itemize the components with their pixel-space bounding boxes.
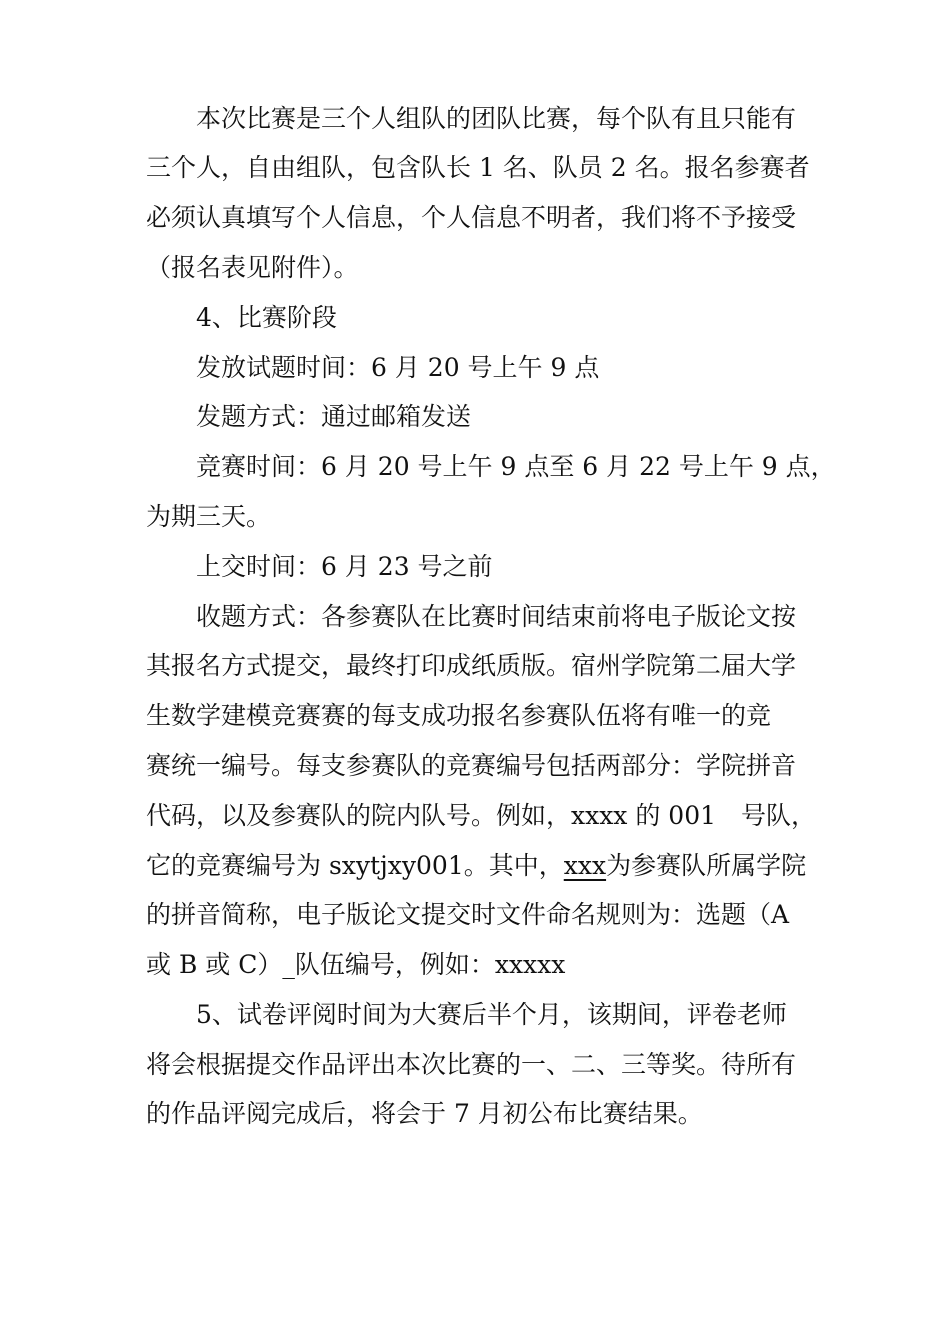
text-segment: 为参赛队所属学院 bbox=[606, 851, 807, 880]
text-line: （报名表见附件）。 bbox=[146, 253, 359, 282]
text-line: 竞赛时间：6 月 20 号上午 9 点至 6 月 22 号上午 9 点， bbox=[196, 452, 836, 481]
text-line: 必须认真填写个人信息，个人信息不明者，我们将不予接受 bbox=[146, 203, 797, 232]
text-line: 发题方式：通过邮箱发送 bbox=[196, 402, 472, 431]
text-line: 为期三天。 bbox=[146, 502, 272, 531]
text-line: 的作品评阅完成后，将会于 7 月初公布比赛结果。 bbox=[146, 1099, 703, 1128]
text-line: 将会根据提交作品评出本次比赛的一、二、三等奖。待所有 bbox=[146, 1050, 797, 1079]
text-line: 代码，以及参赛队的院内队号。例如，xxxx 的 001 号队， bbox=[146, 801, 817, 830]
underlined-term: xxx bbox=[563, 851, 607, 880]
text-line: 的拼音简称，电子版论文提交时文件命名规则为：选题（A bbox=[146, 900, 790, 929]
text-segment: 它的竞赛编号为 sxytjxy001。其中， bbox=[146, 851, 564, 880]
text-line: 发放试题时间：6 月 20 号上午 9 点 bbox=[196, 353, 600, 382]
text-line: 生数学建模竞赛赛的每支成功报名参赛队伍将有唯一的竞 bbox=[146, 701, 772, 730]
text-line: 上交时间：6 月 23 号之前 bbox=[196, 552, 493, 581]
text-line: 本次比赛是三个人组队的团队比赛，每个队有且只能有 bbox=[196, 104, 797, 133]
text-line: 收题方式：各参赛队在比赛时间结束前将电子版论文按 bbox=[196, 602, 797, 631]
text-line: 其报名方式提交，最终打印成纸质版。宿州学院第二届大学 bbox=[146, 651, 797, 680]
text-line: 或 B 或 C）_队伍编号，例如：xxxxx bbox=[146, 950, 566, 979]
text-line: 三个人，自由组队，包含队长 1 名、队员 2 名。报名参赛者 bbox=[146, 153, 810, 182]
text-line: 5、试卷评阅时间为大赛后半个月，该期间，评卷老师 bbox=[196, 1000, 787, 1029]
text-line: 赛统一编号。每支参赛队的竞赛编号包括两部分：学院拼音 bbox=[146, 751, 797, 780]
text-line bbox=[146, 846, 816, 886]
section-heading: 4、比赛阶段 bbox=[196, 303, 337, 332]
